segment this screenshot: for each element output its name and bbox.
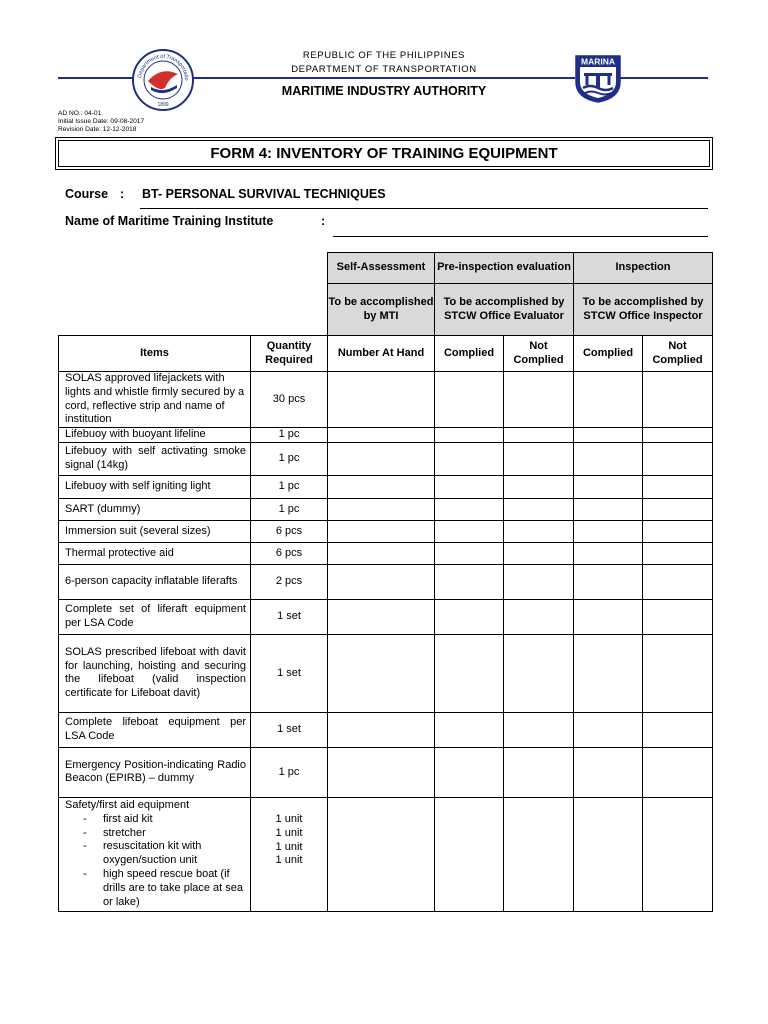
- items-header: Items: [59, 336, 251, 372]
- complied-cell[interactable]: [435, 542, 504, 564]
- safety-quantity-cell: [251, 797, 328, 911]
- complied-cell[interactable]: [574, 634, 643, 712]
- list-item: - stretcher: [83, 827, 246, 841]
- complied-cell[interactable]: [435, 475, 504, 498]
- complied-cell[interactable]: [435, 372, 504, 428]
- item-quantity: 6 pcs: [251, 542, 328, 564]
- list-item: - resuscitation kit with oxygen/suction unit: [83, 840, 246, 868]
- by-mti-header: To be accomplished by MTI: [328, 284, 435, 336]
- number-at-hand-cell[interactable]: [328, 498, 435, 520]
- item-quantity: 1 pc: [251, 442, 328, 475]
- not-complied-cell[interactable]: [643, 542, 713, 564]
- form-title: FORM 4: INVENTORY OF TRAINING EQUIPMENT: [58, 140, 710, 167]
- complied-cell[interactable]: [574, 564, 643, 599]
- item-name: SART (dummy): [59, 498, 251, 520]
- header-rule-far-right: [620, 77, 708, 79]
- item-name: Safety/first aid equipment: [65, 798, 190, 811]
- complied-cell[interactable]: [435, 747, 504, 797]
- table-row: [59, 428, 713, 443]
- table-row: [59, 442, 713, 475]
- item-quantity: 1 pc: [251, 747, 328, 797]
- not-complied-cell[interactable]: [504, 442, 574, 475]
- item-quantity: 2 pcs: [251, 564, 328, 599]
- complied-cell[interactable]: [435, 797, 504, 911]
- item-quantity: 1 unit: [275, 840, 303, 853]
- not-complied-cell[interactable]: [643, 747, 713, 797]
- table-row: [59, 712, 713, 747]
- item-quantity: 1 unit: [275, 854, 303, 867]
- complied-cell[interactable]: [574, 520, 643, 542]
- complied-cell[interactable]: [574, 599, 643, 634]
- not-complied-cell[interactable]: [643, 442, 713, 475]
- not-complied-cell[interactable]: [643, 498, 713, 520]
- item-quantity: 1 pc: [251, 428, 328, 443]
- pre-inspection-header: Pre-inspection evaluation: [435, 253, 574, 284]
- list-item: - first aid kit: [83, 813, 246, 827]
- complied-cell[interactable]: [574, 475, 643, 498]
- table-row: [59, 634, 713, 712]
- column-header-row: [59, 336, 713, 372]
- marina-logo-text: MARINA: [581, 56, 615, 67]
- item-name: SOLAS approved lifejackets with lights and whistle firmly secured by a cord, reflective strip and name of institution: [59, 372, 251, 428]
- initial-issue-date: Initial Issue Date: 09-08-2017: [58, 117, 145, 125]
- not-complied-cell[interactable]: [504, 520, 574, 542]
- item-quantity: 1 set: [251, 712, 328, 747]
- header-rule-left: [58, 77, 136, 79]
- not-complied-cell[interactable]: [504, 564, 574, 599]
- item-quantity: 6 pcs: [251, 520, 328, 542]
- not-complied-cell[interactable]: [504, 542, 574, 564]
- item-quantity: 1 unit: [275, 812, 303, 825]
- number-at-hand-cell[interactable]: [328, 520, 435, 542]
- course-value: BT- PERSONAL SURVIVAL TECHNIQUES: [142, 187, 386, 201]
- complied-cell[interactable]: [574, 498, 643, 520]
- document-header: [0, 0, 768, 110]
- number-at-hand-cell[interactable]: [328, 564, 435, 599]
- seal-year: 1899: [157, 102, 169, 108]
- item-name: Emergency Position-indicating Radio Beacon (EPIRB) – dummy: [59, 747, 251, 797]
- complied-cell[interactable]: [435, 634, 504, 712]
- item-name: Complete lifeboat equipment per LSA Code: [59, 712, 251, 747]
- republic-line: REPUBLIC OF THE PHILIPPINES: [302, 50, 466, 61]
- complied-cell[interactable]: [435, 599, 504, 634]
- number-at-hand-cell[interactable]: [328, 442, 435, 475]
- item-quantity: 1 pc: [251, 498, 328, 520]
- complied-cell[interactable]: [435, 442, 504, 475]
- item-name: Complete set of liferaft equipment per LSA Code: [59, 599, 251, 634]
- item-name: Lifebuoy with self activating smoke signal (14kg): [59, 442, 251, 475]
- item-quantity: 1 pc: [251, 475, 328, 498]
- by-evaluator-header: To be accomplished by STCW Office Evaluator: [435, 284, 574, 336]
- not-complied-cell[interactable]: [504, 712, 574, 747]
- item-name: Thermal protective aid: [59, 542, 251, 564]
- table-row: [59, 372, 713, 428]
- not-complied-cell[interactable]: [643, 797, 713, 911]
- table-row: [59, 498, 713, 520]
- insp-complied-header: Complied: [574, 336, 643, 372]
- complied-cell[interactable]: [574, 428, 643, 443]
- not-complied-cell[interactable]: [643, 520, 713, 542]
- number-at-hand-cell[interactable]: [328, 634, 435, 712]
- complied-cell[interactable]: [574, 372, 643, 428]
- inventory-table: [58, 252, 713, 912]
- not-complied-cell[interactable]: [643, 564, 713, 599]
- safety-subitem-list: [65, 813, 246, 910]
- not-complied-cell[interactable]: [504, 747, 574, 797]
- not-complied-cell[interactable]: [643, 634, 713, 712]
- department-line: DEPARTMENT OF TRANSPORTATION: [291, 64, 477, 75]
- complied-cell[interactable]: [574, 442, 643, 475]
- item-name: 6-person capacity inflatable liferafts: [59, 564, 251, 599]
- not-complied-cell[interactable]: [504, 475, 574, 498]
- complied-cell[interactable]: [435, 520, 504, 542]
- table-row: [59, 520, 713, 542]
- not-complied-cell[interactable]: [643, 372, 713, 428]
- not-complied-cell[interactable]: [504, 498, 574, 520]
- number-at-hand-header: Number At Hand: [328, 336, 435, 372]
- not-complied-cell[interactable]: [504, 428, 574, 443]
- number-at-hand-cell[interactable]: [328, 372, 435, 428]
- number-at-hand-cell[interactable]: [328, 599, 435, 634]
- not-complied-cell[interactable]: [643, 428, 713, 443]
- header-rule-right: [190, 77, 575, 79]
- course-colon: :: [120, 187, 125, 201]
- table-row: [59, 564, 713, 599]
- complied-cell[interactable]: [435, 428, 504, 443]
- mti-name-field[interactable]: [333, 236, 708, 237]
- table-row: [59, 797, 713, 911]
- course-underline: [140, 208, 708, 209]
- number-at-hand-cell[interactable]: [328, 428, 435, 443]
- authority-line: MARITIME INDUSTRY AUTHORITY: [281, 84, 487, 98]
- table-row: [59, 475, 713, 498]
- self-assessment-header: Self-Assessment: [328, 253, 435, 284]
- document-meta: [58, 110, 144, 133]
- not-complied-cell[interactable]: [504, 372, 574, 428]
- by-inspector-header: To be accomplished by STCW Office Inspector: [574, 284, 713, 336]
- not-complied-cell[interactable]: [504, 599, 574, 634]
- quantity-header: Quantity Required: [251, 336, 328, 372]
- seal-text: Department of Transportatio: [137, 53, 190, 81]
- number-at-hand-cell[interactable]: [328, 747, 435, 797]
- item-quantity: 30 pcs: [251, 372, 328, 428]
- item-quantity: 1 set: [251, 634, 328, 712]
- complied-cell[interactable]: [435, 712, 504, 747]
- safety-item-cell: [59, 797, 251, 911]
- not-complied-cell[interactable]: [643, 712, 713, 747]
- mti-label: Name of Maritime Training Institute: [65, 214, 274, 228]
- mti-colon: :: [321, 214, 326, 228]
- item-name: Lifebuoy with buoyant lifeline: [59, 428, 251, 443]
- revision-date: Revision Date: 12-12-2018: [58, 125, 137, 133]
- not-complied-cell[interactable]: [643, 599, 713, 634]
- item-name: SOLAS prescribed lifeboat with davit for launching, hoisting and securing the lifeboat (valid inspection certificate for Lifeboat davit): [59, 634, 251, 712]
- number-at-hand-cell[interactable]: [328, 542, 435, 564]
- complied-cell[interactable]: [574, 542, 643, 564]
- number-at-hand-cell[interactable]: [328, 712, 435, 747]
- complied-cell[interactable]: [574, 712, 643, 747]
- table-row: [59, 542, 713, 564]
- number-at-hand-cell[interactable]: [328, 797, 435, 911]
- insp-not-complied-header: Not Complied: [643, 336, 713, 372]
- course-label: Course: [65, 187, 109, 201]
- sub-header-row: [59, 284, 713, 336]
- item-name: Lifebuoy with self igniting light: [59, 475, 251, 498]
- complied-cell[interactable]: [574, 797, 643, 911]
- list-item: - high speed rescue boat (if drills are to take place at sea or lake): [83, 868, 246, 909]
- number-at-hand-cell[interactable]: [328, 475, 435, 498]
- item-quantity: 1 unit: [275, 826, 303, 839]
- pre-complied-header: Complied: [435, 336, 504, 372]
- not-complied-cell[interactable]: [504, 797, 574, 911]
- item-quantity: 1 set: [251, 599, 328, 634]
- complied-cell[interactable]: [435, 498, 504, 520]
- complied-cell[interactable]: [435, 564, 504, 599]
- inspection-header: Inspection: [574, 253, 713, 284]
- table-row: [59, 599, 713, 634]
- not-complied-cell[interactable]: [643, 475, 713, 498]
- complied-cell[interactable]: [574, 747, 643, 797]
- ad-number: AD NO.: 04-01: [58, 110, 102, 117]
- table-row: [59, 747, 713, 797]
- item-name: Immersion suit (several sizes): [59, 520, 251, 542]
- pre-not-complied-header: Not Complied: [504, 336, 574, 372]
- not-complied-cell[interactable]: [504, 634, 574, 712]
- group-header-row: [59, 253, 713, 284]
